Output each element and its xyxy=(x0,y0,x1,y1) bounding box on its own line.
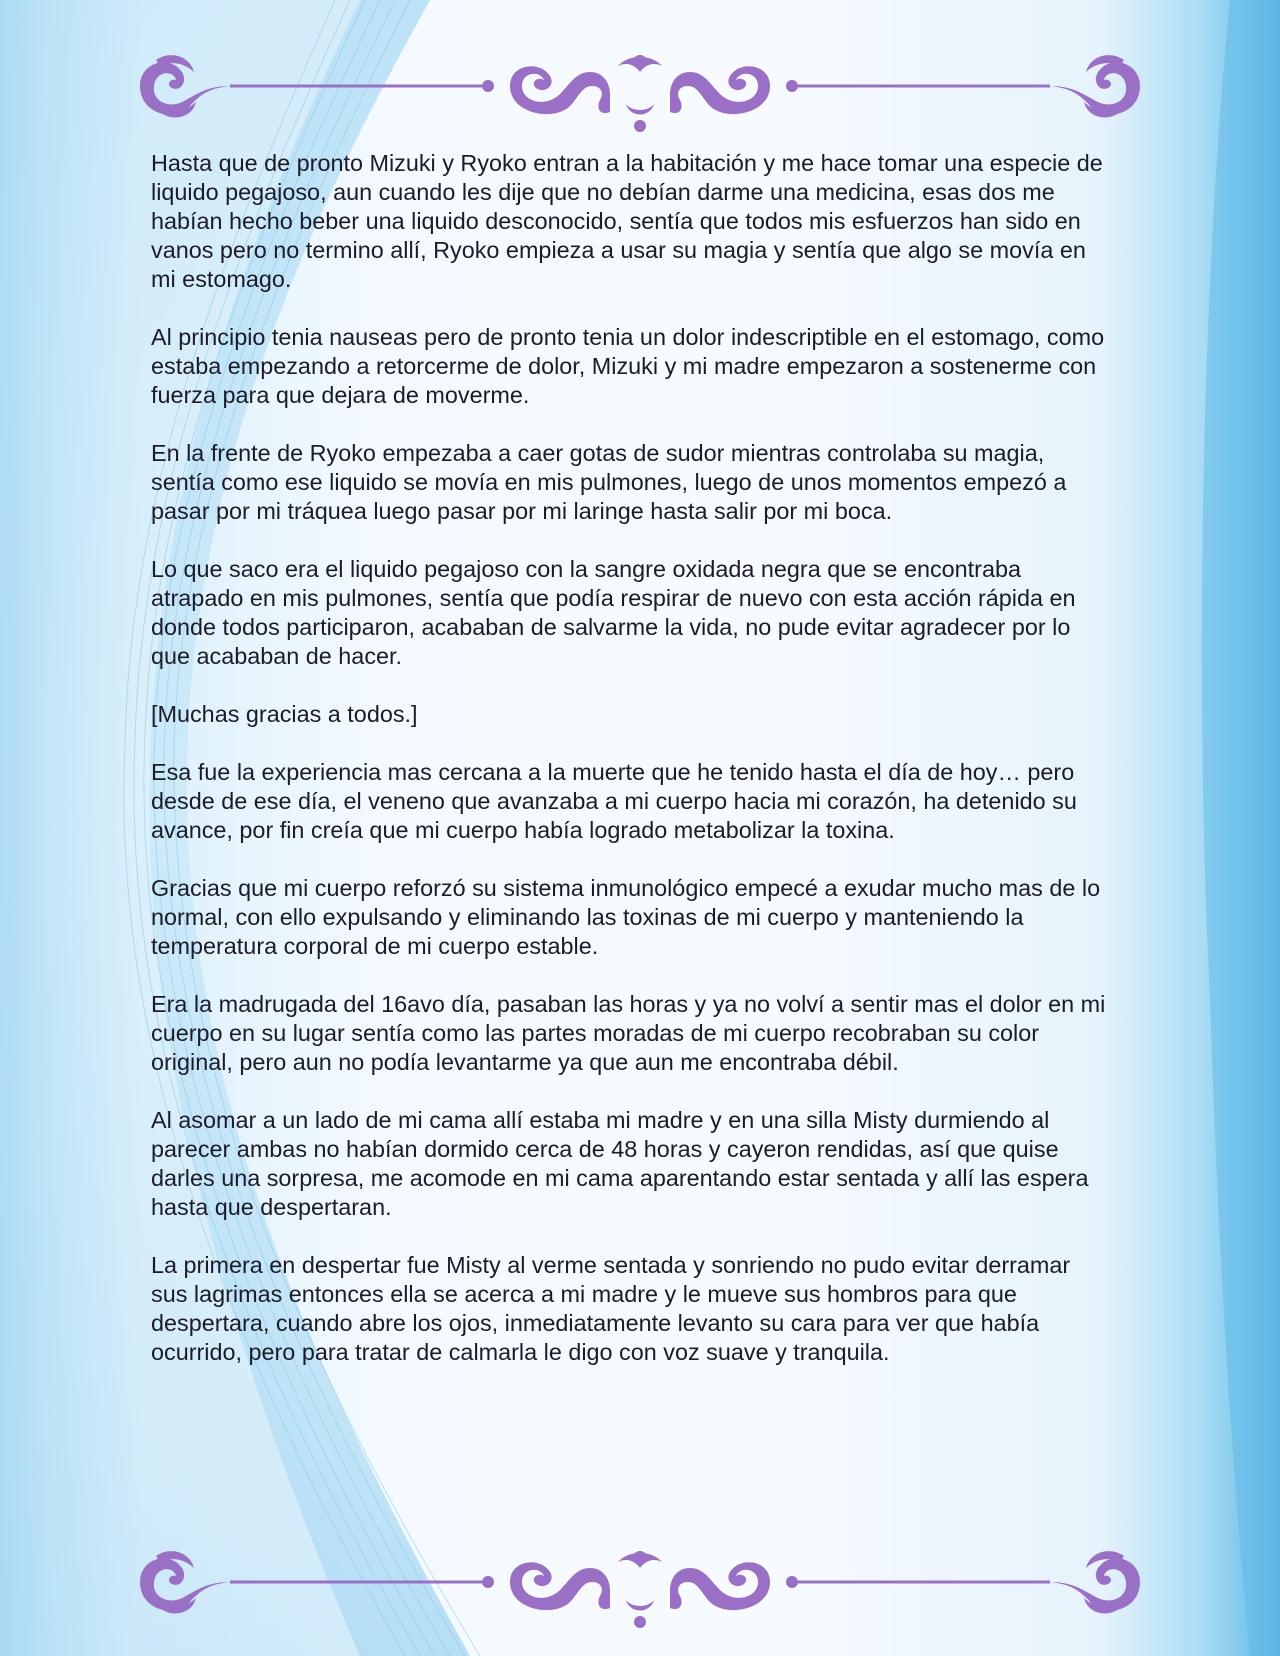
center-scroll-icon xyxy=(510,66,610,114)
paragraph-3: En la frente de Ryoko empezaba a caer gotas de sudor mientras controlaba su magia, sentía como ese liquido se movía en mis pulmones, luego de unos momentos empezó a pasar por mi tráquea luego pasar por mi laringe hasta salir por mi boca. xyxy=(151,440,1067,524)
paragraph-4: Lo que saco era el liquido pegajoso con la sangre oxidada negra que se encontraba atrapado en mis pulmones, sentía que podía respirar de nuevo con esta acción rápida en donde todos participaron, acababan de salvarme la vida, no pude evitar agradecer por lo que acababan de hacer. xyxy=(151,556,1076,669)
left-flourish-icon xyxy=(140,62,230,115)
paragraph-5: [Muchas gracias a todos.] xyxy=(151,701,418,727)
paragraph-2: Al principio tenia nauseas pero de pronto tenia un dolor indescriptible en el estomago, como estaba empezando a retorcerme de dolor, Mizuki y mi madre empezaron a sostenerme con fuerza para que dejara de moverme. xyxy=(151,324,1105,408)
paragraph-7: Gracias que mi cuerpo reforzó su sistema inmunológico empecé a exudar mucho mas de lo normal, con ello expulsando y eliminando las toxinas de mi cuerpo y manteniendo la temperatura corporal de mi cuerpo estable. xyxy=(151,875,1101,959)
document-body xyxy=(151,149,1106,1396)
bottom-ornament xyxy=(130,1538,1150,1628)
center-scroll-icon xyxy=(510,1562,610,1610)
paragraph-10: La primera en despertar fue Misty al verme sentada y sonriendo no pudo evitar derramar sus lagrimas entonces ella se acerca a mi madre y le mueve sus hombros para que despertara, cuando abre los ojos, inmediatamente levanto su cara para ver que había ocurrido, pero para tratar de calmarla le digo con voz suave y tranquila. xyxy=(151,1252,1071,1365)
left-flourish-icon xyxy=(140,1558,230,1611)
paragraph-1: Hasta que de pronto Mizuki y Ryoko entran a la habitación y me hace tomar una especie de liquido pegajoso, aun cuando les dije que no debían darme una medicina, esas dos me habían hecho beber una liquido desconocido, sentía que todos mis esfuerzos han sido en vanos pero no termino allí, Ryoko empieza a usar su magia y sentía que algo se movía en mi estomago. xyxy=(151,150,1103,292)
top-ornament xyxy=(130,42,1150,132)
paragraph-8: Era la madrugada del 16avo día, pasaban las horas y ya no volví a sentir mas el dolor en mi cuerpo en su lugar sentía como las partes moradas de mi cuerpo recobraban su color original, pero aun no podía levantarme ya que aun me encontraba débil. xyxy=(151,991,1106,1075)
paragraph-9: Al asomar a un lado de mi cama allí estaba mi madre y en una silla Misty durmiendo al parecer ambas no habían dormido cerca de 48 horas y cayeron rendidas, así que quise darles una sorpresa, me acomode en mi cama aparentando estar sentada y allí las espera hasta que despertaran. xyxy=(151,1107,1089,1220)
right-flourish-icon xyxy=(1050,62,1140,115)
right-edge-glow xyxy=(1202,0,1280,1656)
paragraph-6: Esa fue la experiencia mas cercana a la muerte que he tenido hasta el día de hoy… pero desde de ese día, el veneno que avanzaba a mi cuerpo hacia mi corazón, ha detenido su avance, por fin creía que mi cuerpo había logrado metabolizar la toxina. xyxy=(151,759,1077,843)
right-flourish-icon xyxy=(1050,1558,1140,1611)
